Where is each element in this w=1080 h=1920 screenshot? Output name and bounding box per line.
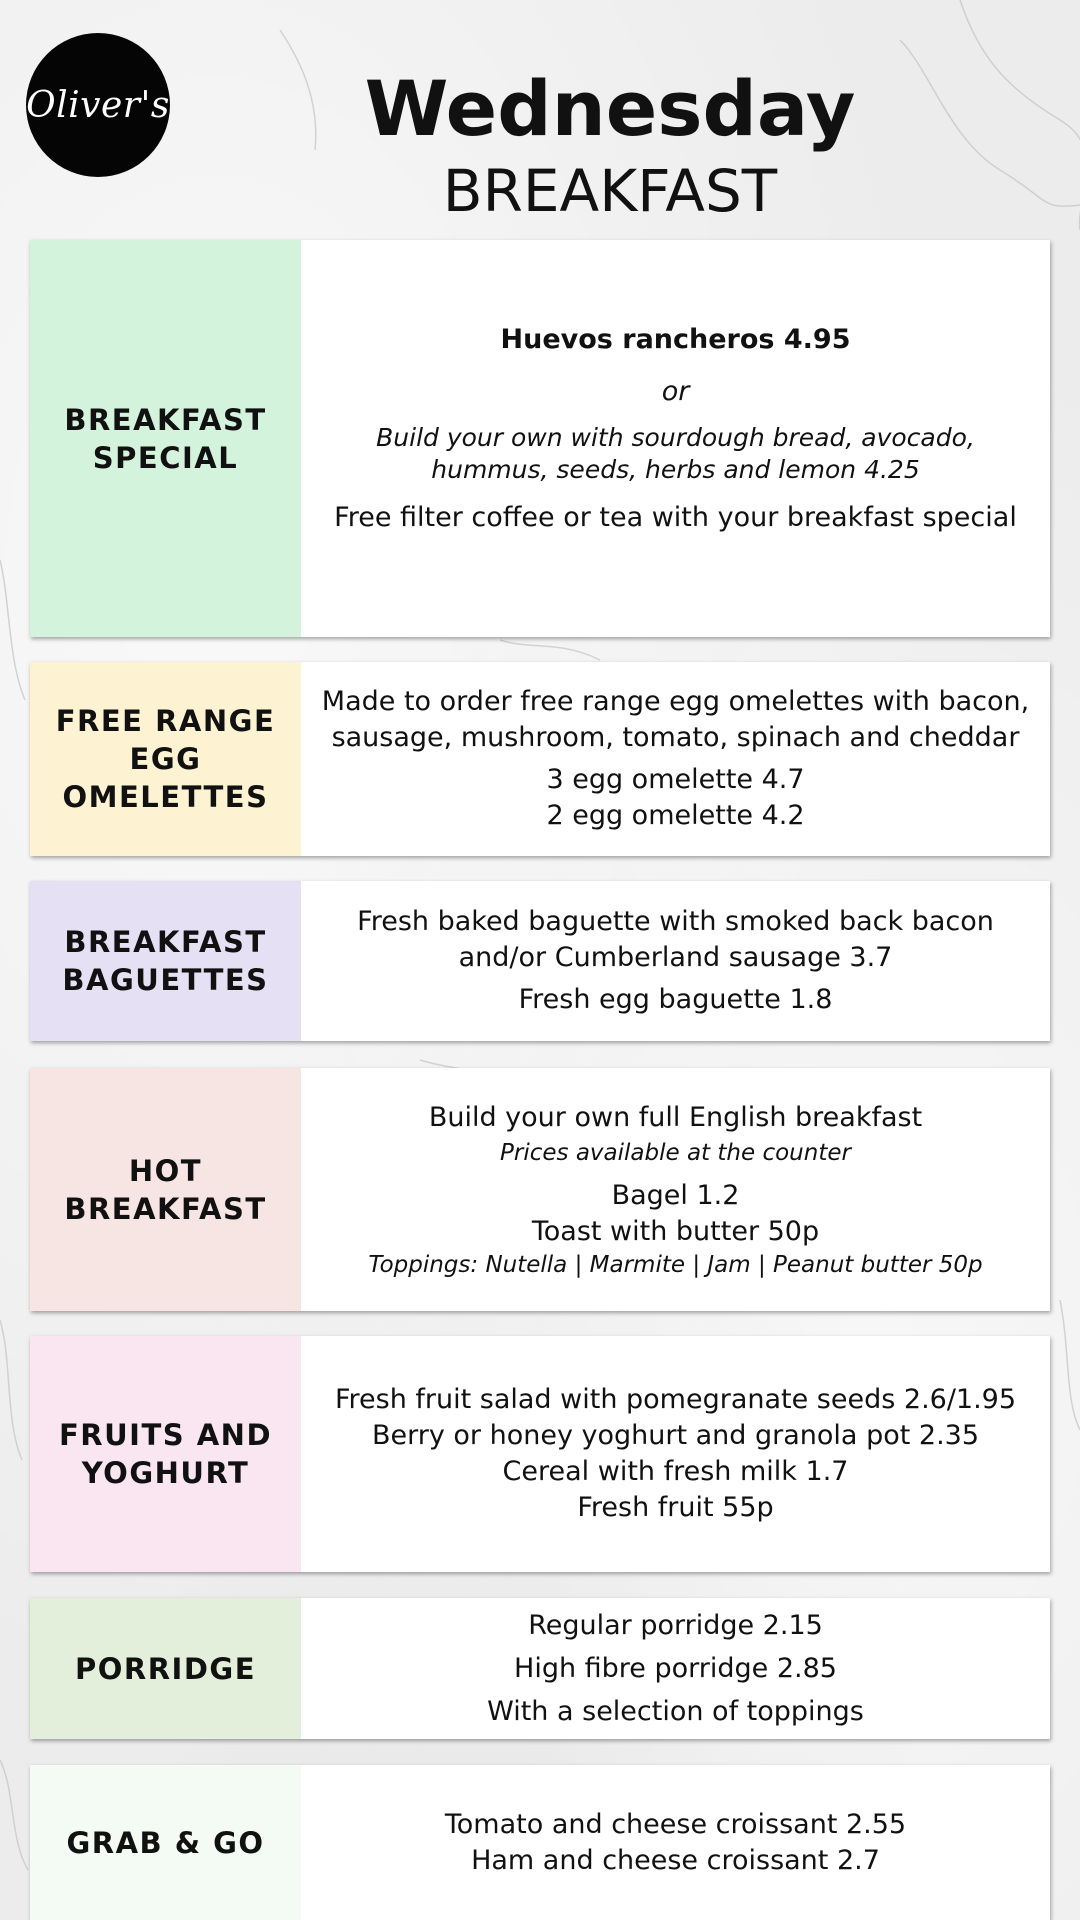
section-content [301,240,1050,637]
menu-item: Toast with butter 50p [531,1215,820,1247]
section-label: BREAKFAST BAGUETTES [62,925,269,997]
menu-item: 3 egg omelette 4.7 [546,764,805,795]
section-fruits-and-yoghurt [30,1336,1050,1572]
meal-title: BREAKFAST [442,157,778,225]
section-breakfast-special [30,240,1050,637]
menu-item: 2 egg omelette 4.2 [546,800,805,831]
menu-item: Huevos rancheros 4.95 [500,323,851,355]
day-title: Wednesday [364,64,856,153]
section-label: GRAB & GO [66,1825,265,1860]
menu-item: Cereal with fresh milk 1.7 [502,1456,849,1487]
section-content [301,1068,1050,1311]
menu-note: With a selection of toppings [487,1695,864,1727]
section-content [301,1765,1050,1920]
section-label-box [30,662,301,856]
section-porridge [30,1598,1050,1739]
menu-item: High fibre porridge 2.85 [514,1652,837,1684]
menu-item: Bagel 1.2 [611,1179,740,1211]
section-label-box [30,1765,301,1920]
section-content [301,881,1050,1041]
menu-note: Toppings: Nutella | Marmite | Jam | Peanut butter 50p [368,1251,983,1278]
menu-connector: or [661,375,690,407]
section-label: FREE RANGE EGG OMELETTES [55,704,276,814]
section-breakfast-baguettes [30,881,1050,1041]
section-hot-breakfast [30,1068,1050,1311]
section-label: PORRIDGE [74,1651,257,1686]
menu-item: Fresh egg baguette 1.8 [518,984,833,1015]
menu-item: Regular porridge 2.15 [528,1609,823,1641]
section-label-box [30,1598,301,1739]
menu-item: Fresh fruit salad with pomegranate seeds 2.6/1.95 [334,1384,1017,1415]
section-free-range-egg-omelettes [30,662,1050,856]
section-label-box [30,1336,301,1572]
section-label-box [30,240,301,637]
section-grab-and-go [30,1765,1050,1920]
menu-item: Tomato and cheese croissant 2.55 [444,1808,907,1840]
menu-item: Fresh fruit 55p [577,1492,774,1523]
menu-item: Fresh baked baguette with smoked back bacon and/or Cumberland sausage 3.7 [357,906,994,973]
menu-description: Made to order free range egg omelettes with bacon, sausage, mushroom, tomato, spinach and cheddar [321,686,1030,753]
menu-item: Build your own with sourdough bread, avocado, hummus, seeds, herbs and lemon 4.25 [376,422,975,484]
olivers-logo [26,33,170,177]
section-content [301,662,1050,856]
menu-item: Berry or honey yoghurt and granola pot 2.35 [371,1420,980,1451]
section-content [301,1598,1050,1739]
section-label-box [30,1068,301,1311]
section-content [301,1336,1050,1572]
section-label: FRUITS AND YOGHURT [58,1418,273,1490]
menu-note: Free filter coffee or tea with your breakfast special [334,501,1017,533]
menu-note: Prices available at the counter [500,1139,851,1166]
section-label-box [30,881,301,1041]
section-label: HOT BREAKFAST [64,1153,267,1226]
menu-item: Ham and cheese croissant 2.7 [471,1844,880,1876]
section-label: BREAKFAST SPECIAL [64,402,267,475]
logo-text: Oliver's [26,84,170,126]
menu-item: Build your own full English breakfast [428,1101,923,1133]
